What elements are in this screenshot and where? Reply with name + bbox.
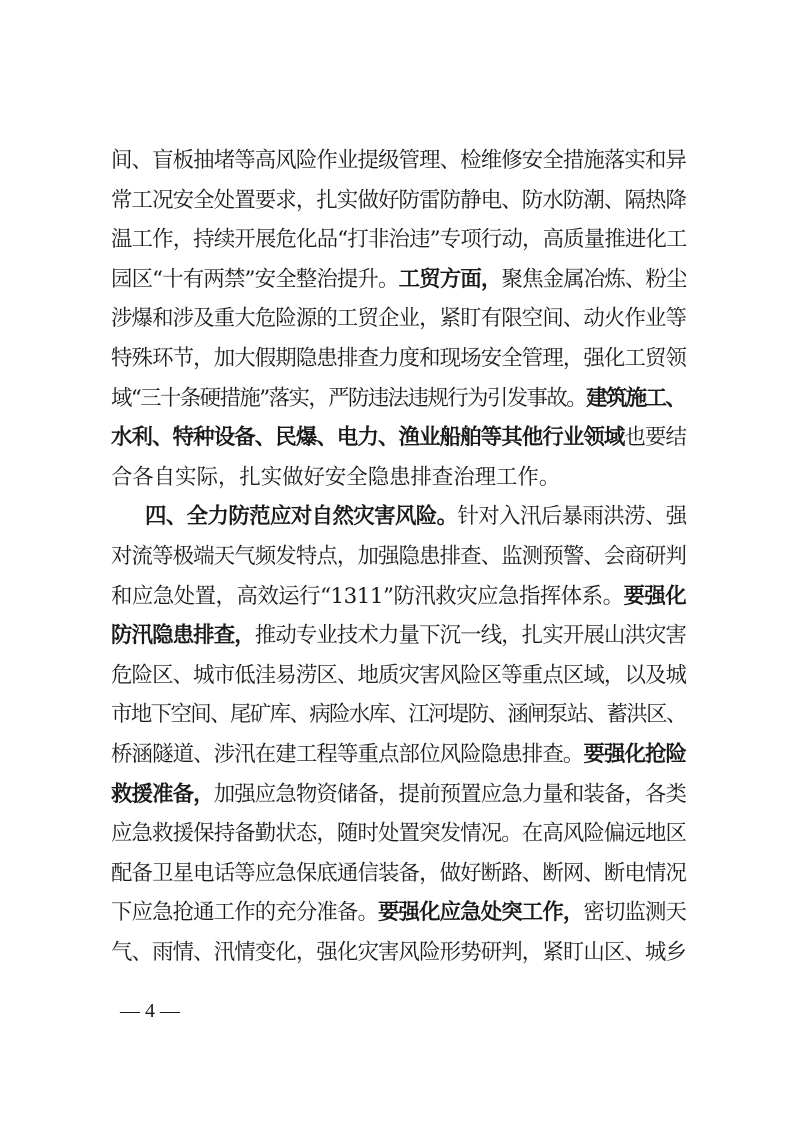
text-run: 市地下空间、尾矿库、病险水库、江河堤防、涵闸泵站、蓄洪区、 [111,702,686,728]
text-line [111,345,687,373]
text-line [111,385,687,413]
text-line [111,622,687,650]
text-run: 也要结 [624,425,687,451]
text-run: 配备卫星电话等应急保底通信装备，做好断路、断网、断电情况 [111,860,687,886]
text-run: 对流等极端天气频发特点，加强隐患排查、监测预警、会商研判 [111,544,687,569]
text-run: 下应急抢通工作的充分准备。 [111,900,379,926]
text-run: 加强应急物资储备，提前预置应急力量和装备，各类 [213,781,687,807]
text-run: 针对入汛后暴雨洪涝、强 [457,504,687,530]
bold-run: 防汛隐患排查， [111,623,255,649]
text-run: 推动专业技术力量下沉一线，扎实开展山洪灾害 [254,623,687,649]
text-run: 温工作，持续开展危化品“打非治违”专项行动，高质量推进化工 [111,227,687,253]
text-line [111,147,687,175]
text-run: 应急救援保持备勤状态，随时处置突发情况。在高风险偏远地区 [111,821,687,847]
bold-run: 水利、特种设备、民爆、电力、渔业船舶等其他行业领域 [111,425,625,451]
text-run: 常工况安全处置要求，扎实做好防雷防静电、防水防潮、隔热降 [111,187,687,213]
text-run: 聚焦金属冶炼、粉尘 [501,266,687,292]
text-line [111,266,687,294]
text-run: 间、盲板抽堵等高风险作业提级管理、检维修安全措施落实和异 [111,148,687,173]
text-run: 气、雨情、汛情变化，强化灾害风险形势研判，紧盯山区、城乡 [111,940,687,965]
text-line [111,543,687,571]
bold-run: 工贸方面， [398,266,502,292]
text-line [111,781,687,809]
text-line [111,860,687,888]
text-run: 密切监测天 [583,900,687,926]
text-run: 桥涵隧道、涉汛在建工程等重点部位风险隐患排查。 [111,742,584,767]
text-line [111,424,687,452]
text-line [111,939,687,967]
text-run: 域“三十条硬措施”落实，严防违法违规行为引发事故。 [111,385,587,411]
text-run: 和应急处置，高效运行“1311”防汛救灾应急指挥体系。 [111,583,624,609]
text-line [145,503,687,531]
text-run: 危险区、城市低洼易涝区、地质灾害风险区等重点区域，以及城 [111,662,687,688]
text-line [111,226,687,254]
text-line [111,701,687,729]
text-line [111,662,687,690]
page-number: — 4 — [120,1000,180,1022]
text-run: 合各自实际，扎实做好安全隐患排查治理工作。 [111,464,561,490]
bold-run: 要强化 [623,583,687,609]
text-line [111,820,687,848]
text-run: 特殊环节，加大假期隐患排查力度和现场安全管理，强化工贸领 [111,346,687,371]
text-run: 涉爆和涉及重大危险源的工贸企业，紧盯有限空间、动火作业等 [111,306,687,332]
bold-run: 要强化应急处突工作， [378,900,584,926]
bold-run: 四、全力防范应对自然灾害风险。 [145,504,458,530]
text-line [111,583,687,611]
text-line [111,899,687,927]
bold-run: 救援准备， [111,781,214,807]
text-run: 园区“十有两禁”安全整治提升。 [111,266,399,292]
bold-run: 建筑施工、 [586,385,686,411]
text-line [111,305,687,333]
text-line [111,187,687,215]
text-line [111,464,687,492]
text-line [111,741,687,769]
bold-run: 要强化抢险 [583,742,687,767]
